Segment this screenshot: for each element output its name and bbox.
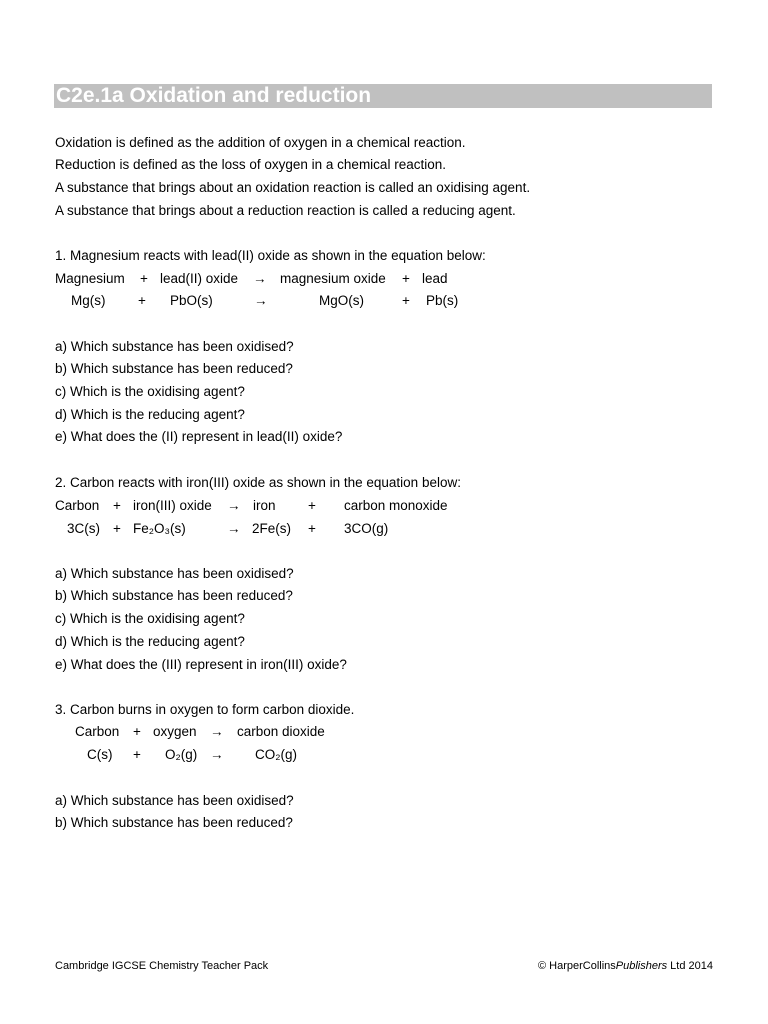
eq-plus: + bbox=[113, 521, 121, 536]
intro-line: Reduction is defined as the loss of oxygen in a chemical reaction. bbox=[55, 157, 446, 172]
eq-term: iron(III) oxide bbox=[133, 498, 212, 513]
eq-arrow: → bbox=[210, 747, 224, 762]
eq-term: C(s) bbox=[87, 747, 113, 762]
intro-line: Oxidation is defined as the addition of oxygen in a chemical reaction. bbox=[55, 135, 466, 150]
q3-question: a) Which substance has been oxidised? bbox=[55, 793, 294, 808]
q1-question: d) Which is the reducing agent? bbox=[55, 407, 245, 422]
footer-left: Cambridge IGCSE Chemistry Teacher Pack bbox=[55, 960, 269, 972]
eq-arrow: → bbox=[210, 724, 224, 739]
q1-question: b) Which substance has been reduced? bbox=[55, 361, 293, 376]
eq-arrow: → bbox=[227, 498, 241, 513]
eq-term: lead(II) oxide bbox=[160, 271, 239, 286]
eq-term: Magnesium bbox=[55, 271, 125, 286]
eq-term: Mg(s) bbox=[71, 293, 106, 308]
eq-term: 2Fe(s) bbox=[252, 521, 292, 536]
q3-heading: 3. Carbon burns in oxygen to form carbon dioxide. bbox=[55, 702, 355, 717]
intro-line: A substance that brings about an oxidation reaction is called an oxidising agent. bbox=[55, 180, 531, 195]
q1-question: a) Which substance has been oxidised? bbox=[55, 339, 294, 354]
q2-question: b) Which substance has been reduced? bbox=[55, 588, 293, 603]
eq-plus: + bbox=[308, 521, 316, 536]
q2-question: c) Which is the oxidising agent? bbox=[55, 611, 245, 626]
q2-question: a) Which substance has been oxidised? bbox=[55, 566, 294, 581]
eq-term: PbO(s) bbox=[170, 293, 213, 308]
eq-term: 3CO(g) bbox=[344, 521, 389, 536]
eq-plus: + bbox=[133, 747, 141, 762]
footer-copyright: © HarperCollins bbox=[537, 960, 616, 972]
q3-question: b) Which substance has been reduced? bbox=[55, 815, 293, 830]
eq-plus: + bbox=[133, 724, 141, 739]
eq-arrow: → bbox=[253, 271, 267, 286]
eq-term: 3C(s) bbox=[67, 521, 100, 536]
eq-term: Carbon bbox=[55, 498, 100, 513]
eq-term: Carbon bbox=[75, 724, 120, 739]
footer-publishers: Publishers bbox=[615, 960, 668, 972]
eq-plus: + bbox=[113, 498, 121, 513]
eq-term: lead bbox=[422, 271, 448, 286]
q2-question: d) Which is the reducing agent? bbox=[55, 634, 245, 649]
footer-suffix: Ltd 2014 bbox=[667, 960, 713, 972]
eq-arrow: → bbox=[227, 521, 241, 536]
eq-arrow: → bbox=[254, 293, 268, 308]
eq-plus: + bbox=[140, 271, 148, 286]
eq-plus: + bbox=[402, 271, 410, 286]
eq-term: Pb(s) bbox=[426, 293, 459, 308]
page-title: C2e.1a Oxidation and reduction bbox=[56, 84, 372, 107]
q1-question: c) Which is the oxidising agent? bbox=[55, 384, 245, 399]
eq-term: carbon monoxide bbox=[344, 498, 448, 513]
eq-plus: + bbox=[402, 293, 410, 308]
eq-term: MgO(s) bbox=[319, 293, 364, 308]
eq-term: carbon dioxide bbox=[237, 724, 325, 739]
eq-plus: + bbox=[138, 293, 146, 308]
eq-term: O₂(g) bbox=[165, 747, 198, 762]
eq-term: oxygen bbox=[153, 724, 197, 739]
eq-term: CO₂(g) bbox=[255, 747, 297, 762]
q1-question: e) What does the (II) represent in lead(II) oxide? bbox=[55, 429, 343, 444]
intro-line: A substance that brings about a reduction reaction is called a reducing agent. bbox=[55, 203, 516, 218]
q2-heading: 2. Carbon reacts with iron(III) oxide as shown in the equation below: bbox=[55, 475, 461, 490]
footer-right bbox=[538, 959, 713, 973]
q1-heading: 1. Magnesium reacts with lead(II) oxide as shown in the equation below: bbox=[55, 248, 486, 263]
eq-plus: + bbox=[308, 498, 316, 513]
eq-term: magnesium oxide bbox=[280, 271, 386, 286]
eq-term: Fe₂O₃(s) bbox=[133, 521, 186, 536]
title-bar bbox=[54, 84, 712, 108]
eq-term: iron bbox=[253, 498, 276, 513]
q2-question: e) What does the (III) represent in iron(III) oxide? bbox=[55, 657, 347, 672]
